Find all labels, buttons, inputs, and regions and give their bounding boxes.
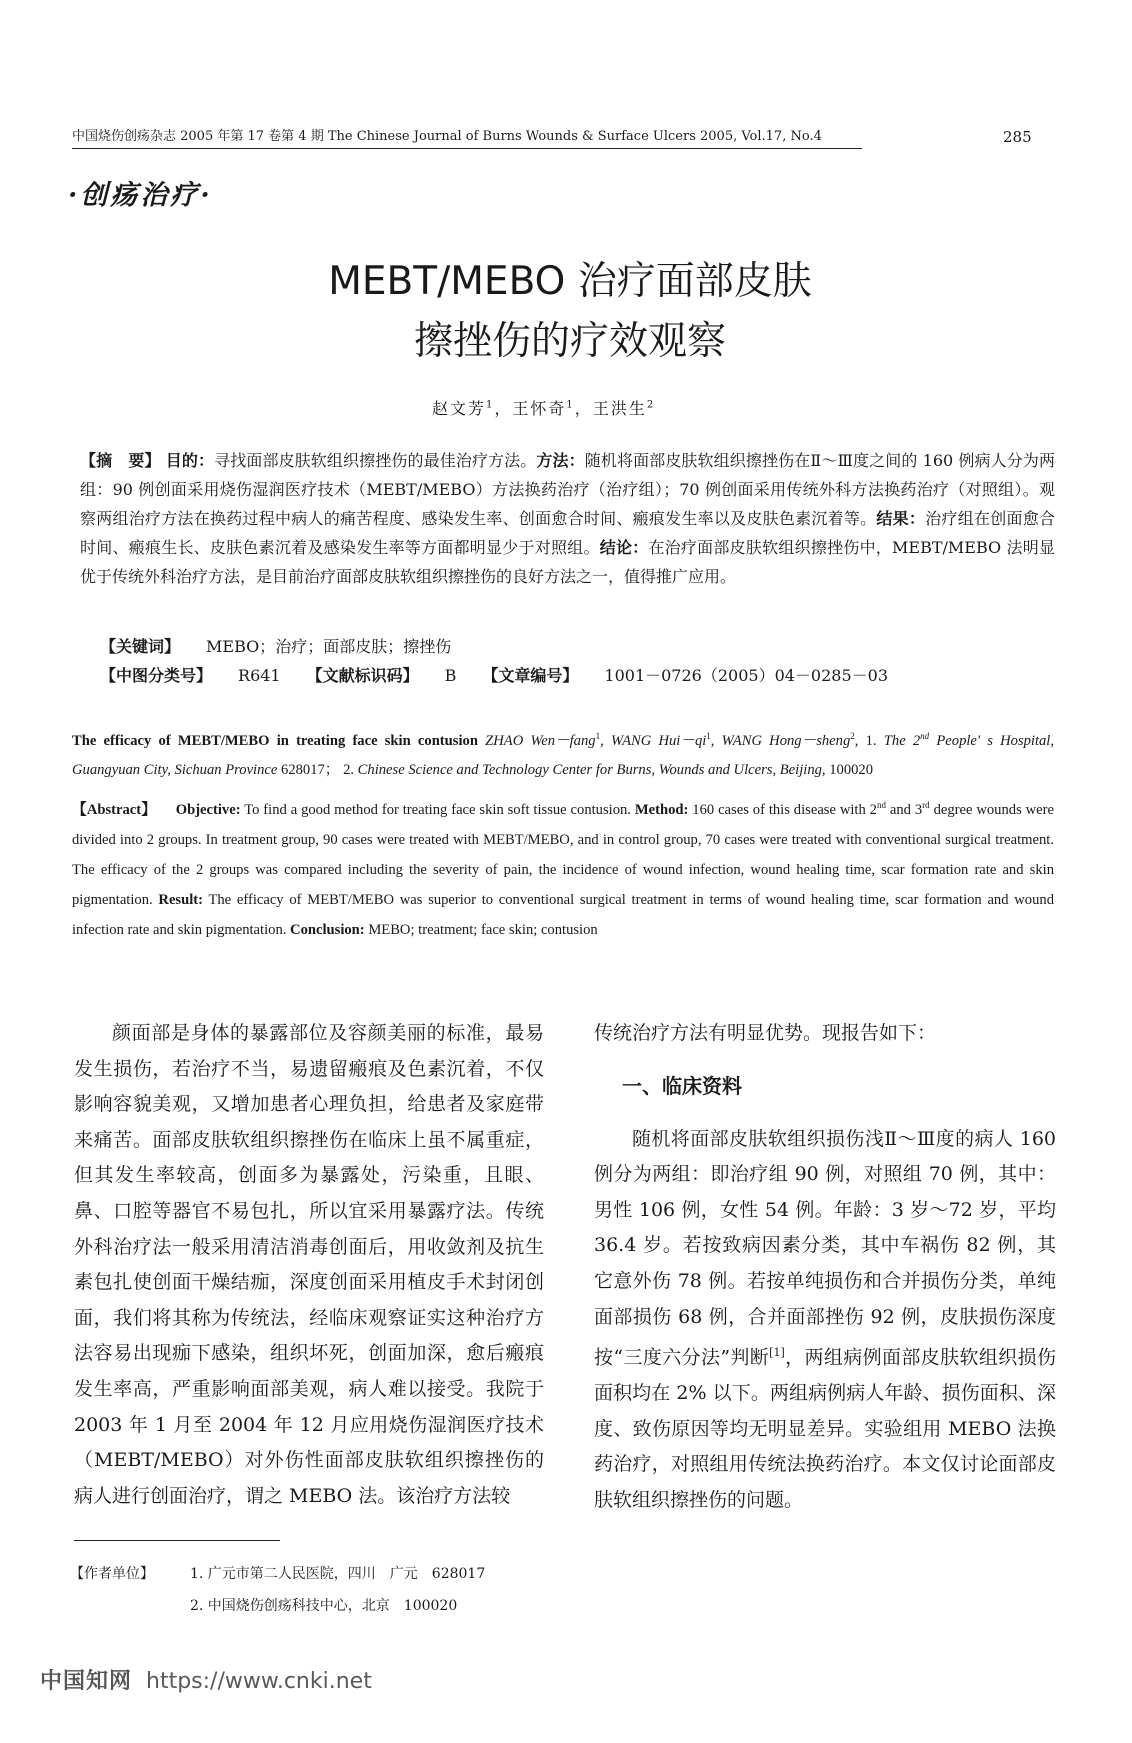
- method-text: and 3: [889, 801, 923, 818]
- clc-value: R641: [238, 666, 281, 685]
- body-paragraph: [594, 1122, 1056, 1519]
- column-tag: ·创疡治疗·: [68, 180, 213, 211]
- objective-label: 目的：: [165, 451, 215, 470]
- result-text: The efficacy of MEBT/MEBO was superior to conventional surgical treatment in terms of wound healing time, scar formation and wound infection rate and skin pigmentation.: [72, 891, 1054, 938]
- result-label: Result:: [158, 891, 203, 908]
- objective-text: To find a good method for treating face skin soft tissue contusion.: [244, 801, 631, 818]
- running-header: 中国烧伤创疡杂志 2005 年第 17 卷第 4 期 The Chinese Journal of Burns Wounds & Surface Ulcers 2005, Vol.17, No.4: [72, 128, 862, 149]
- section-heading: 一、临床资料: [622, 1073, 742, 1098]
- result-text: 治疗组在创面愈合时间、瘢痕生长、皮肤色素沉着及感染发生率等方面都明显少于对照组。: [80, 509, 1055, 557]
- abstract-label: 【Abstract】: [72, 801, 157, 818]
- author-list: [432, 396, 655, 419]
- body-right-column: [594, 1016, 1056, 1518]
- classification-row: [100, 662, 888, 690]
- reference-marker: [1]: [769, 1346, 785, 1360]
- clc-label: 【中图分类号】: [100, 666, 213, 685]
- author-name: 赵文芳: [432, 399, 487, 418]
- affiliation-marker: 1: [566, 399, 575, 411]
- page-number: 285: [1003, 128, 1032, 146]
- author-affiliation-footnote: [70, 1558, 485, 1622]
- method-text: 160 cases of this disease with 2: [692, 801, 877, 818]
- chinese-abstract: [80, 446, 1055, 591]
- affiliation-1-prefix: The 2: [883, 732, 921, 749]
- abstract-label: 【摘 要】: [80, 451, 161, 470]
- cnki-url: https://www.cnki.net: [146, 1669, 372, 1694]
- paragraph-text: ，两组病例面部皮肤软组织损伤面积均在 2% 以下。两组病例病人年龄、损伤面积、深度、致伤原因等均无明显差异。实验组用 MEBO 法换药治疗，对照组用传统法换药治疗。本文仅讨论面部皮肤软组织擦挫伤的问题。: [594, 1346, 1056, 1511]
- conclusion-label: 结论：: [599, 538, 649, 557]
- author-separator: ，: [494, 399, 513, 418]
- body-left-column: [74, 1016, 544, 1514]
- english-author: WANG Hui－qi: [610, 732, 707, 749]
- affiliation-marker: 2: [850, 731, 855, 741]
- english-title: The efficacy of MEBT/MEBO in treating face skin contusion: [72, 732, 478, 749]
- article-number-label: 【文章编号】: [482, 666, 579, 685]
- result-label: 结果：: [876, 509, 926, 528]
- english-title-line: The efficacy of MEBT/MEBO in treating face skin contusion ZHAO Wen－fang$^1$, WANG $Hui-qi^1$, WANG Hong－sheng$^2$, 1. The 2nd People' s Hospital, Guangyuan City, Sichuan Province 628017； 2. Chinese Science and Technology Center for Burns, Wounds and Ulcers, Beijing, 100020: [72, 731, 1055, 778]
- footnote-line: 2. 中国烧伤创疡科技中心，北京 100020: [190, 1598, 458, 1614]
- cnki-watermark: [40, 1668, 372, 1696]
- english-abstract: [72, 790, 1054, 945]
- affiliation-marker: 1: [486, 399, 495, 411]
- author-separator: ，: [574, 399, 593, 418]
- affiliation-2-zip: 100020: [829, 761, 873, 778]
- doc-code-value: B: [444, 666, 457, 685]
- affiliation-1-zip: 628017；: [281, 761, 340, 778]
- keywords-label: 【关键词】: [100, 637, 181, 656]
- objective-label: Objective:: [175, 801, 241, 818]
- article-number-value: 1001－0726（2005）04－0285－03: [604, 666, 889, 685]
- affiliation-2: Chinese Science and Technology Center for Burns, Wounds and Ulcers, Beijing,: [357, 761, 826, 778]
- paragraph-text: 随机将面部皮肤软组织损伤浅Ⅱ～Ⅲ度的病人 160 例分为两组：即治疗组 90 例，对照组 70 例，其中：男性 106 例，女性 54 例。年龄：3 岁～72 岁，平均 36.4 岁。若按致病因素分类，其中车祸伤 82 例，其它意外伤 78 例。若按单纯损伤和合并损伤分类，单纯面部损伤 68 例，合并面部挫伤 92 例，皮肤损伤深度按“三度六分法”判断: [594, 1127, 1056, 1369]
- article-title: [200, 252, 940, 372]
- keywords-text: MEBO；治疗；面部皮肤；擦挫伤: [206, 637, 452, 656]
- method-label: 方法：: [536, 451, 585, 470]
- cnki-logo: 中国知网: [40, 1669, 133, 1694]
- keywords-row: [100, 633, 451, 661]
- conclusion-label: Conclusion:: [290, 921, 365, 938]
- affiliation-marker: 2: [646, 399, 656, 411]
- doc-code-label: 【文献标识码】: [306, 666, 419, 685]
- title-line-2: 擦挫伤的疗效观察: [413, 319, 726, 364]
- english-keywords: MEBO; treatment; face skin; contusion: [368, 921, 598, 938]
- body-paragraph-continuation: 传统治疗方法有明显优势。现报告如下：: [594, 1022, 937, 1044]
- footnote-divider: [74, 1540, 280, 1541]
- affiliation-marker: 1: [595, 731, 601, 741]
- affiliation-1-number: 1.: [865, 732, 877, 749]
- method-label: Method:: [634, 801, 689, 818]
- ordinal-suffix: nd: [876, 799, 886, 810]
- english-abstract-block: [72, 722, 1054, 945]
- footnote-line: 1. 广元市第二人民医院，四川 广元 628017: [190, 1566, 486, 1582]
- body-paragraph: 颜面部是身体的暴露部位及容颜美丽的标准，最易发生损伤，若治疗不当，易遗留瘢痕及色素沉着，不仅影响容貌美观，又增加患者心理负担，给患者及家庭带来痛苦。面部皮肤软组织擦挫伤在临床上虽不属重症，但其发生率较高，创面多为暴露处，污染重，且眼、鼻、口腔等器官不易包扎，所以宜采用暴露疗法。传统外科治疗法一般采用清洁消毒创面后，用收敛剂及抗生素包扎使创面干燥结痂，深度创面采用植皮手术封闭创面，我们将其称为传统法，经临床观察证实这种治疗方法容易出现痂下感染，组织坏死，创面加深，愈后瘢痕发生率高，严重影响面部美观，病人难以接受。我院于 2003 年 1 月至 2004 年 12 月应用烧伤湿润医疗技术（MEBT/MEBO）对外伤性面部皮肤软组织擦挫伤的病人进行创面治疗，谓之 MEBO 法。该治疗方法较: [74, 1022, 544, 1507]
- method-text: degree wounds were divided into 2 groups. In treatment group, 90 cases were treated with MEBT/MEBO, and in control group, 70 cases were treated with conventional surgical treatment. The efficacy of the 2 groups was compared including the severity of pain, the incidence of wound infection, wound healing time, scar formation rate and skin pigmentation.: [72, 801, 1055, 908]
- english-author: WANG Hong－sheng: [721, 732, 851, 749]
- affiliation-1-ordinal: nd: [920, 731, 930, 741]
- affiliation-1: People' s Hospital, Guangyuan City, Sichuan Province: [72, 732, 1055, 778]
- footnote-label: 【作者单位】: [70, 1566, 154, 1582]
- author-name: 王怀奇: [512, 399, 567, 418]
- method-text: 随机将面部皮肤软组织擦挫伤在Ⅱ～Ⅲ度之间的 160 例病人分为两组：90 例创面采用烧伤湿润医疗技术（MEBT/MEBO）方法换药治疗（治疗组）；70 例创面采用传统外科方法换药治疗（对照组）。观察两组治疗方法在换药过程中病人的痛苦程度、感染发生率、创面愈合时间、瘢痕发生率以及皮肤色素沉着等。: [80, 451, 1055, 528]
- english-author: ZHAO Wen－fang: [485, 732, 596, 749]
- conclusion-text: 在治疗面部皮肤软组织擦挫伤中，MEBT/MEBO 法明显优于传统外科治疗方法，是目前治疗面部皮肤软组织擦挫伤的良好方法之一，值得推广应用。: [80, 538, 1055, 586]
- title-line-1: MEBT/MEBO 治疗面部皮肤: [328, 259, 812, 304]
- author-name: 王洪生: [592, 399, 647, 418]
- affiliation-2-number: 2.: [343, 761, 355, 778]
- affiliation-marker: 1: [706, 731, 711, 741]
- ordinal-suffix: rd: [922, 799, 930, 810]
- objective-text: 寻找面部皮肤软组织擦挫伤的最佳治疗方法。: [214, 451, 537, 470]
